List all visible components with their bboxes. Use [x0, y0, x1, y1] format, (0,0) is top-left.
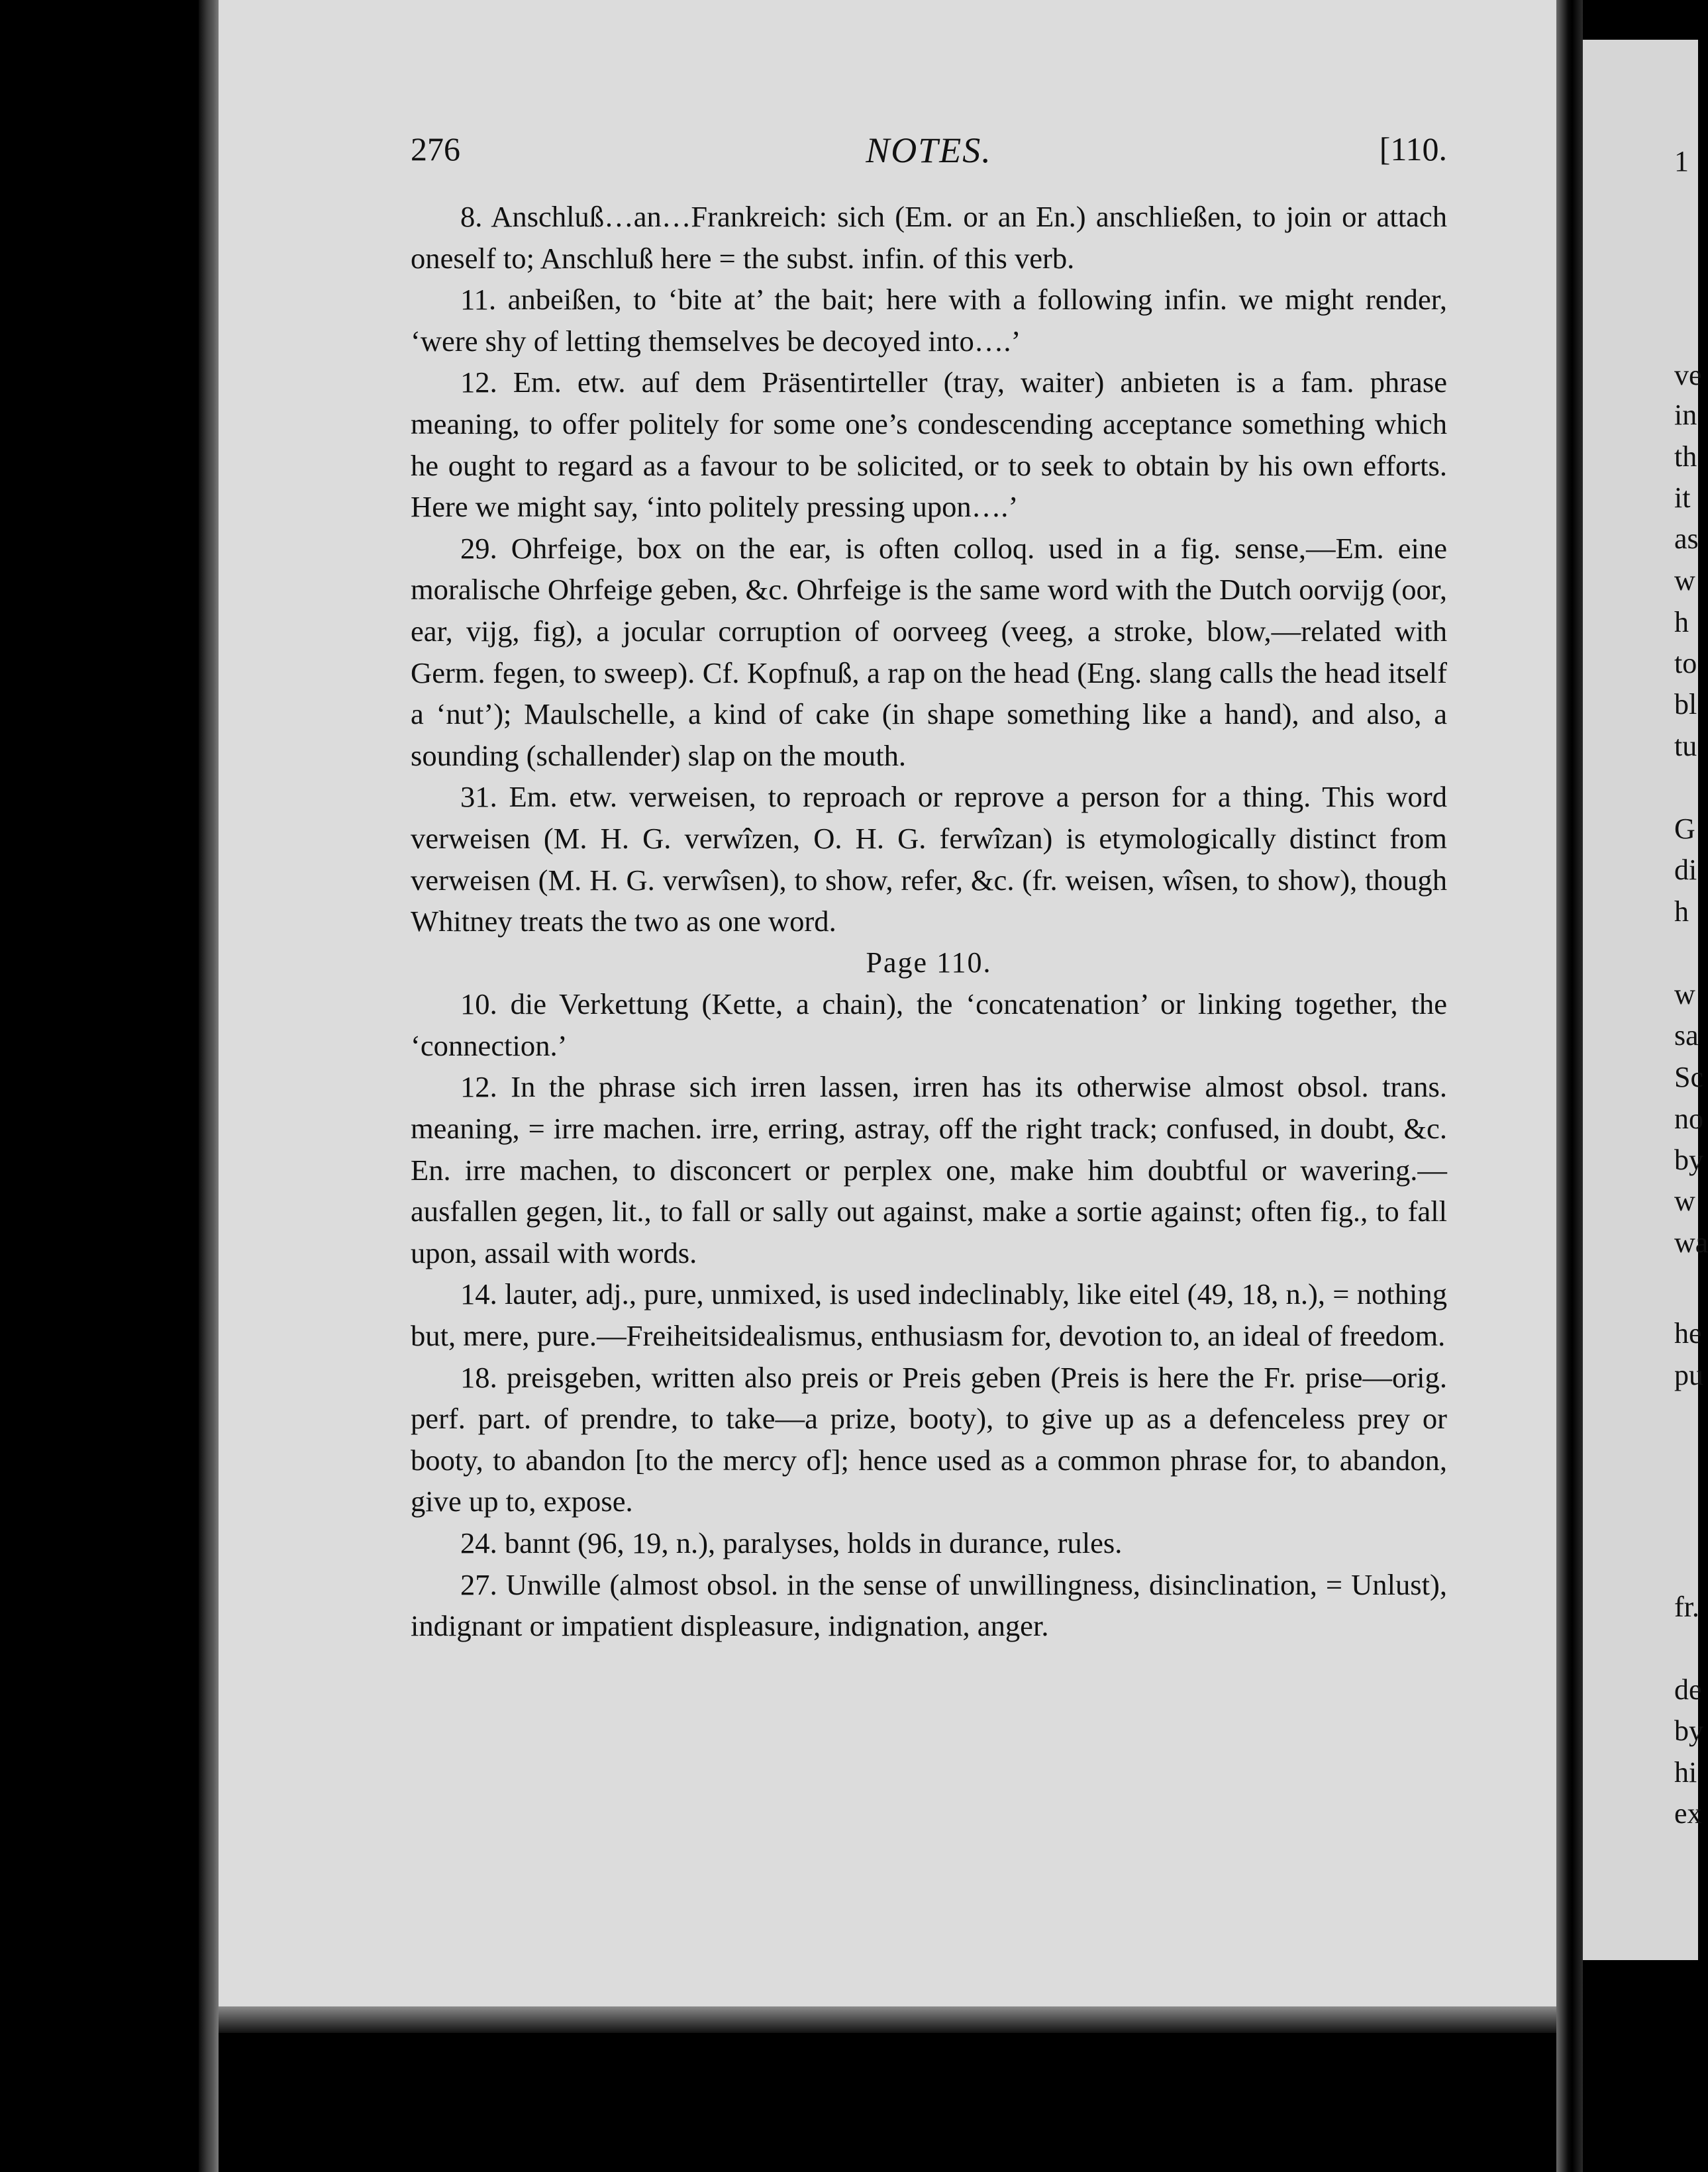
notes-text — [411, 196, 1447, 1647]
note-paragraph: 8. Anschluß…an…Frankreich: sich (Em. or an En.) anschließen, to join or attach oneself to; Anschluß here = the subst. infin. of this verb. — [411, 200, 1447, 275]
note-paragraph: 12. Em. etw. auf dem Präsentirteller (tray, waiter) anbieten is a fam. phrase meaning, to offer politely for some one’s condescending acceptance something which he ought to regard as a favour to be solicited, or to seek to obtain by his own efforts. Here we might say, ‘into politely pressing upon….’ — [411, 366, 1447, 524]
facing-page-fragment: as — [1674, 522, 1699, 555]
facing-page-fragment: w — [1674, 1185, 1695, 1217]
facing-page-fragment: to — [1674, 647, 1697, 679]
book-edge — [199, 0, 219, 2172]
note-paragraph: 18. preisgeben, written also preis or Preis geben (Preis is here the Fr. prise—orig. perf. part. of prendre, to take—a prize, booty), to give up as a defenceless prey or booty, to abandon [to the mercy of]; hence used as a common phrase for, to abandon, give up to, expose. — [411, 1360, 1447, 1518]
note-paragraph: 12. In the phrase sich irren lassen, irren has its otherwise almost obsol. trans. meaning, = irre machen. irre, erring, astray, off the right track; confused, in doubt, &c. En. irre machen, to disconcert or perplex one, make him doubtful or wavering.—ausfallen gegen, lit., to fall or sally out against, make a sortie against; often fig., to fall upon, assail with words. — [411, 1070, 1447, 1269]
facing-page-fragment: ex — [1674, 1797, 1702, 1830]
page-bottom-shadow — [219, 2006, 1556, 2033]
note-paragraph: 10. die Verkettung (Kette, a chain), the ‘concatenation’ or linking together, the ‘connection.’ — [411, 987, 1447, 1062]
page-reference: [110. — [1379, 130, 1447, 168]
facing-page-fragment: w — [1674, 564, 1695, 597]
facing-page-fragment: sa — [1674, 1019, 1699, 1052]
facing-page-fragment: di — [1674, 854, 1697, 886]
facing-page-fragment: it — [1674, 481, 1691, 514]
note-paragraph: 11. anbeißen, to ‘bite at’ the bait; here with a following infin. we might render, ‘were shy of letting themselves be decoyed into….’ — [411, 283, 1447, 358]
note-paragraph: 14. lauter, adj., pure, unmixed, is used indeclinably, like eitel (49, 18, n.), = nothing but, mere, pure.—Freiheitsidealismus, enthusiasm for, devotion to, an ideal of freedom. — [411, 1277, 1447, 1353]
facing-page-fragment: h — [1674, 606, 1689, 638]
facing-page-fragment: pu — [1674, 1359, 1703, 1391]
facing-page-fragment: 1 — [1674, 145, 1689, 177]
facing-page-fragment: G — [1674, 813, 1695, 845]
facing-page-fragment: th — [1674, 440, 1697, 473]
facing-page-fragment: hi — [1674, 1756, 1697, 1789]
note-paragraph: 27. Unwille (almost obsol. in the sense of unwillingness, disinclination, = Unlust), indignant or impatient displeasure, indignation, anger. — [411, 1567, 1447, 1643]
facing-page-fragment: wa — [1674, 1226, 1708, 1259]
book-gutter — [1556, 0, 1583, 2172]
facing-page-fragment: by — [1674, 1144, 1703, 1176]
note-paragraph: 24. bannt (96, 19, n.), paralyses, holds in durance, rules. — [460, 1526, 1123, 1559]
facing-page-fragment: w — [1674, 978, 1695, 1011]
facing-page-fragment: ve — [1674, 359, 1702, 391]
note-paragraph: 31. Em. etw. verweisen, to reproach or reprove a person for a thing. This word verweisen (M. H. G. verwîzen, O. H. G. ferwîzan) is etymologically distinct from verweisen (M. H. G. verwîsen), to show, refer, &c. (fr. weisen, wîsen, to show), though Whitney treats the two as one word. — [411, 780, 1447, 938]
scan-border-left — [0, 0, 205, 2172]
page-number: 276 — [411, 130, 460, 168]
facing-page-fragment: h — [1674, 895, 1689, 928]
facing-page-fragment: tu — [1674, 730, 1697, 762]
note-paragraph: 29. Ohrfeige, box on the ear, is often colloq. used in a fig. sense,—Em. eine moralische Ohrfeige geben, &c. Ohrfeige is the same word with the Dutch oorvijg (oor, ear, vijg, fig), a jocular corruption of oorveeg (veeg, a stroke, blow,—related with Germ. fegen, to sweep). Cf. Kopfnuß, a rap on the head (Eng. slang calls the head itself a ‘nut’); Maulschelle, a kind of cake (in shape something like a hand), and also, a sounding (schallender) slap on the mouth. — [411, 531, 1447, 772]
facing-page-fragment: in — [1674, 399, 1697, 431]
facing-page-fragment: he — [1674, 1317, 1702, 1350]
section-heading: Page 110. — [866, 946, 992, 979]
facing-page-fragment: by — [1674, 1714, 1703, 1747]
facing-page-fragment: bl — [1674, 688, 1697, 720]
facing-page-fragment: de — [1674, 1673, 1702, 1706]
page-header — [411, 130, 1447, 183]
facing-page-fragment: no — [1674, 1103, 1703, 1135]
facing-page-fragment: Sc — [1674, 1061, 1703, 1093]
running-head: NOTES. — [866, 130, 992, 170]
facing-page-fragment: fr. — [1674, 1591, 1699, 1623]
